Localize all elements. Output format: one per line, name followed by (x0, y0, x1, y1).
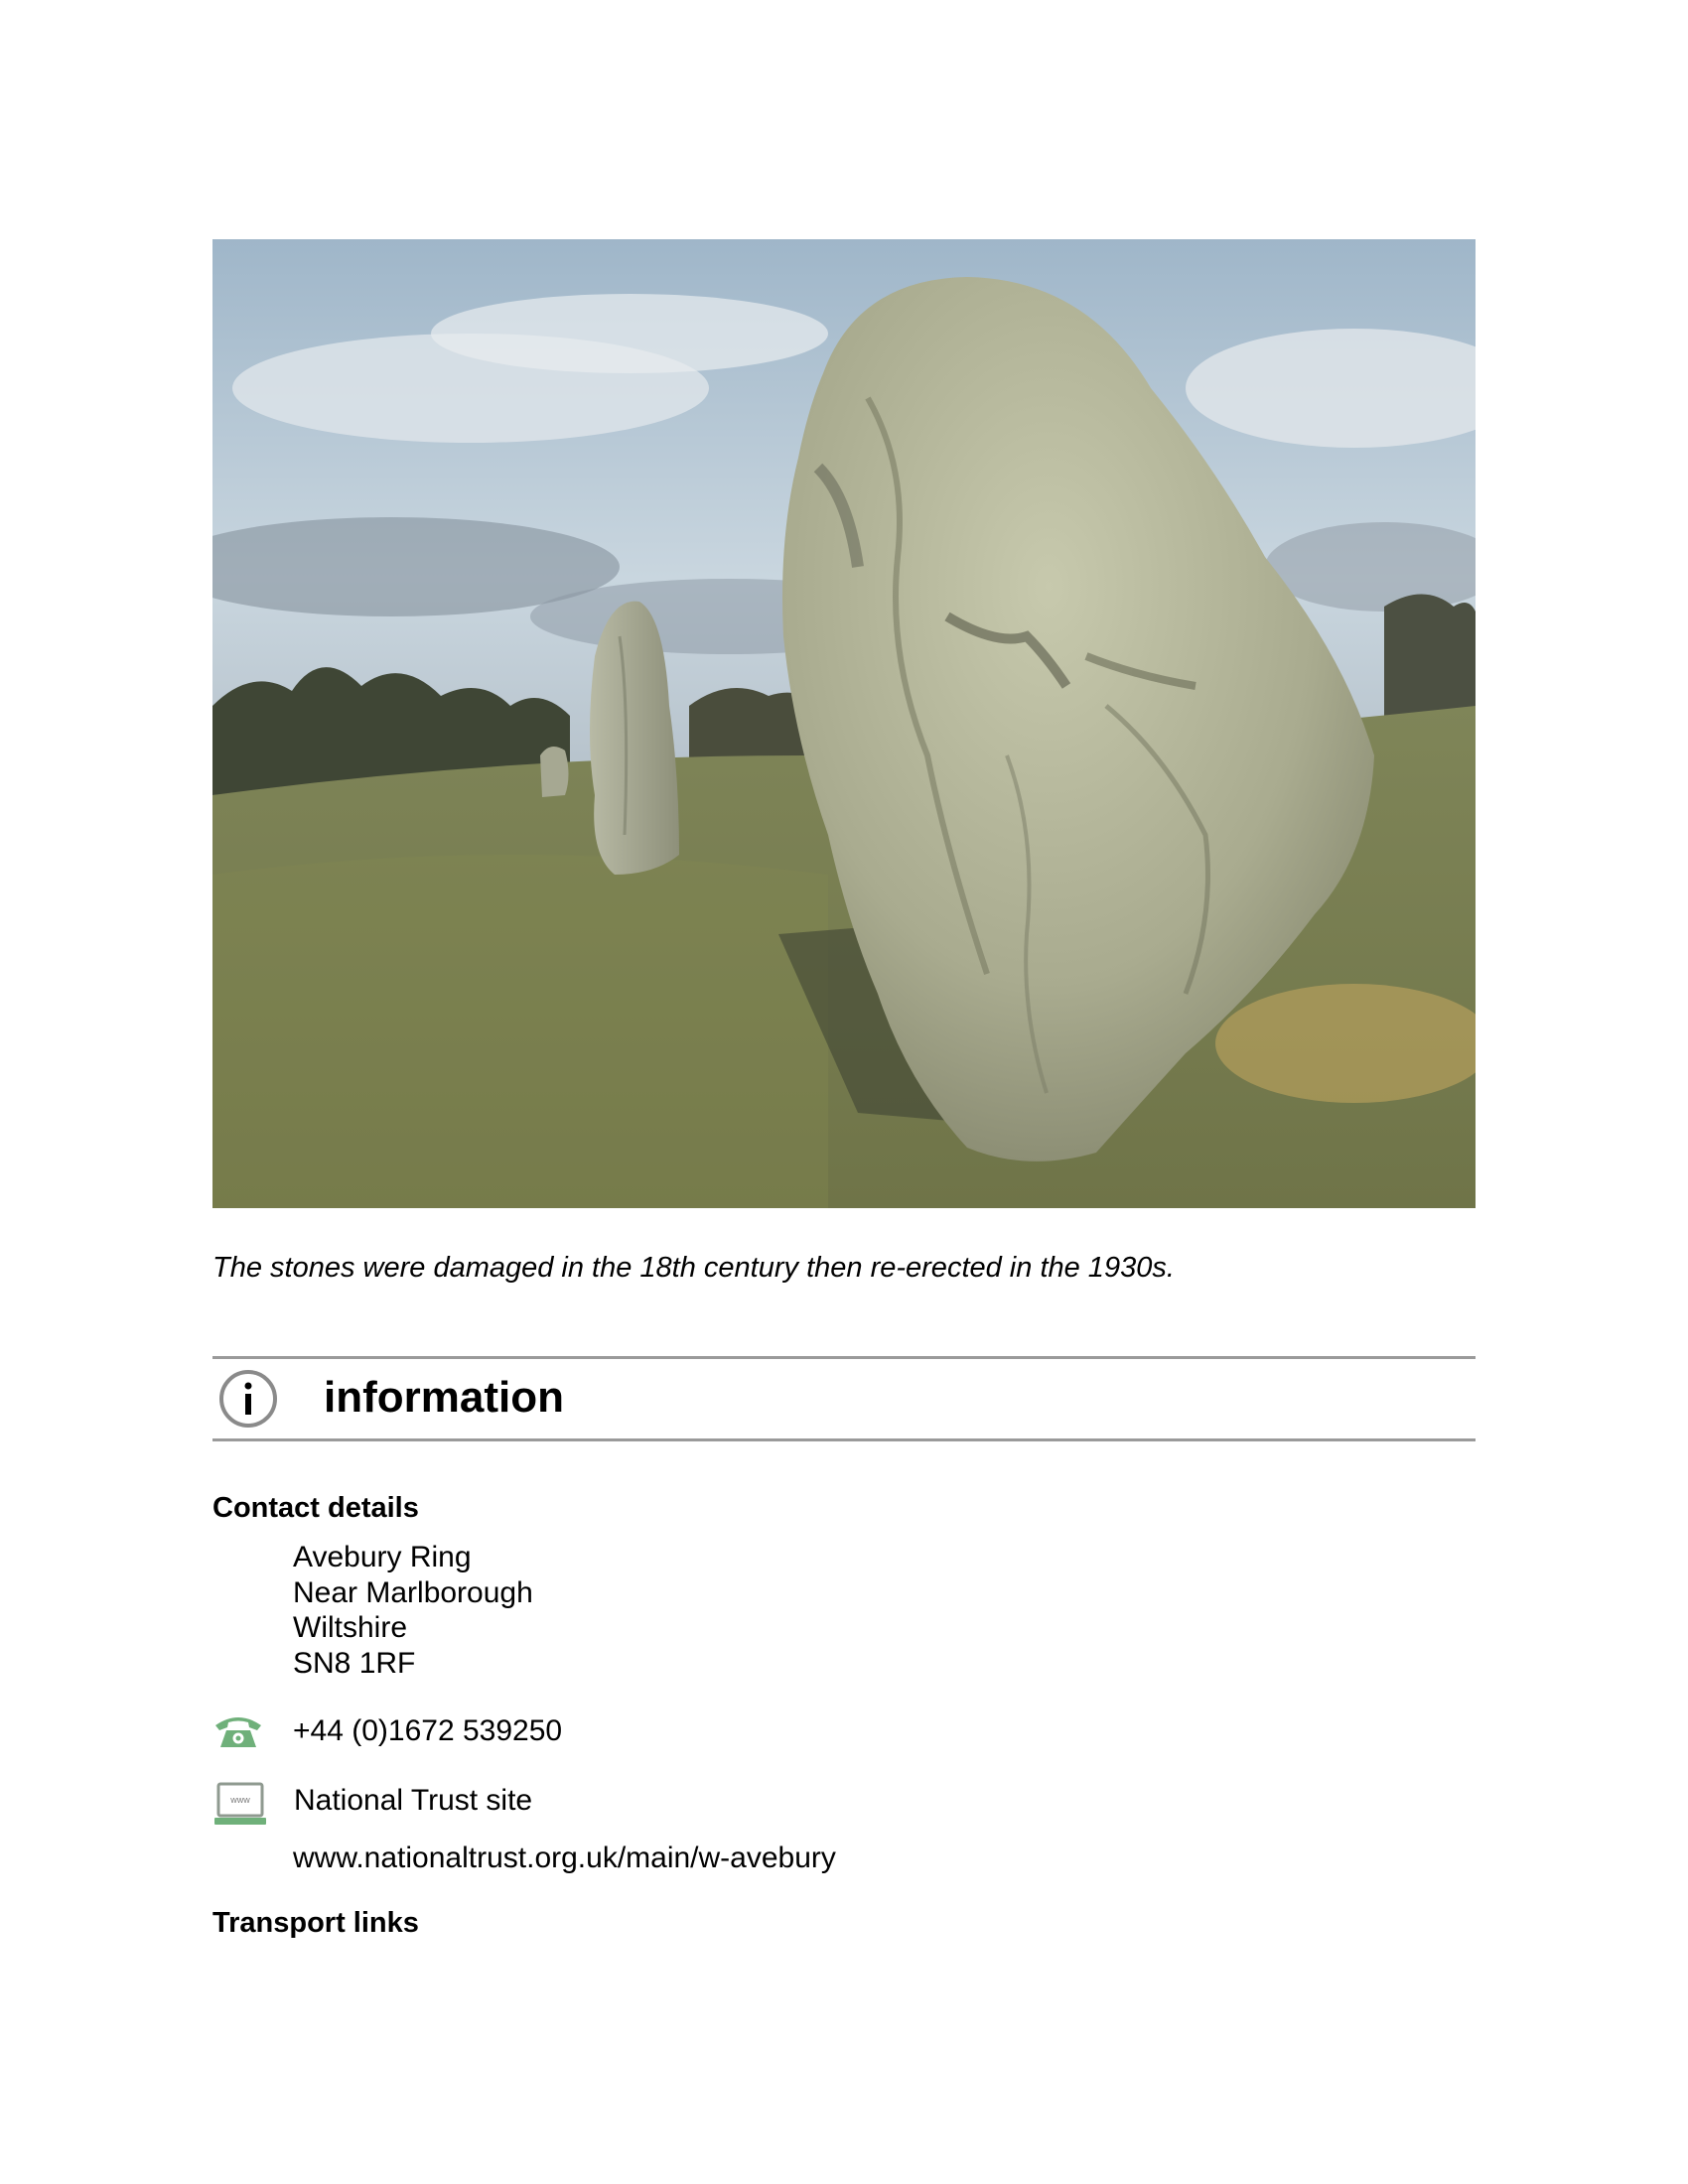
avebury-stones-photo (212, 239, 1476, 1208)
address-line: Near Marlborough (293, 1575, 533, 1609)
www-icon (214, 1782, 266, 1826)
header-rule-bottom (212, 1438, 1476, 1441)
header-rule-top (212, 1356, 1476, 1359)
photo-caption: The stones were damaged in the 18th century then re-erected in the 1930s. (212, 1252, 1175, 1284)
address-line: Wiltshire (293, 1611, 408, 1644)
phone-number: +44 (0)1672 539250 (293, 1714, 563, 1747)
website-url-link[interactable]: www.nationaltrust.org.uk/main/w-avebury (293, 1842, 836, 1874)
svg-text:www: www (230, 1795, 250, 1805)
website-label: National Trust site (294, 1784, 533, 1817)
info-icon (218, 1369, 278, 1429)
telephone-icon (212, 1713, 264, 1749)
address-block (293, 1540, 533, 1681)
address-line: Avebury Ring (293, 1541, 472, 1573)
contact-details-heading: Contact details (212, 1492, 419, 1524)
transport-links-heading: Transport links (212, 1907, 419, 1939)
section-title-information: information (324, 1373, 564, 1422)
address-line: SN8 1RF (293, 1646, 416, 1680)
